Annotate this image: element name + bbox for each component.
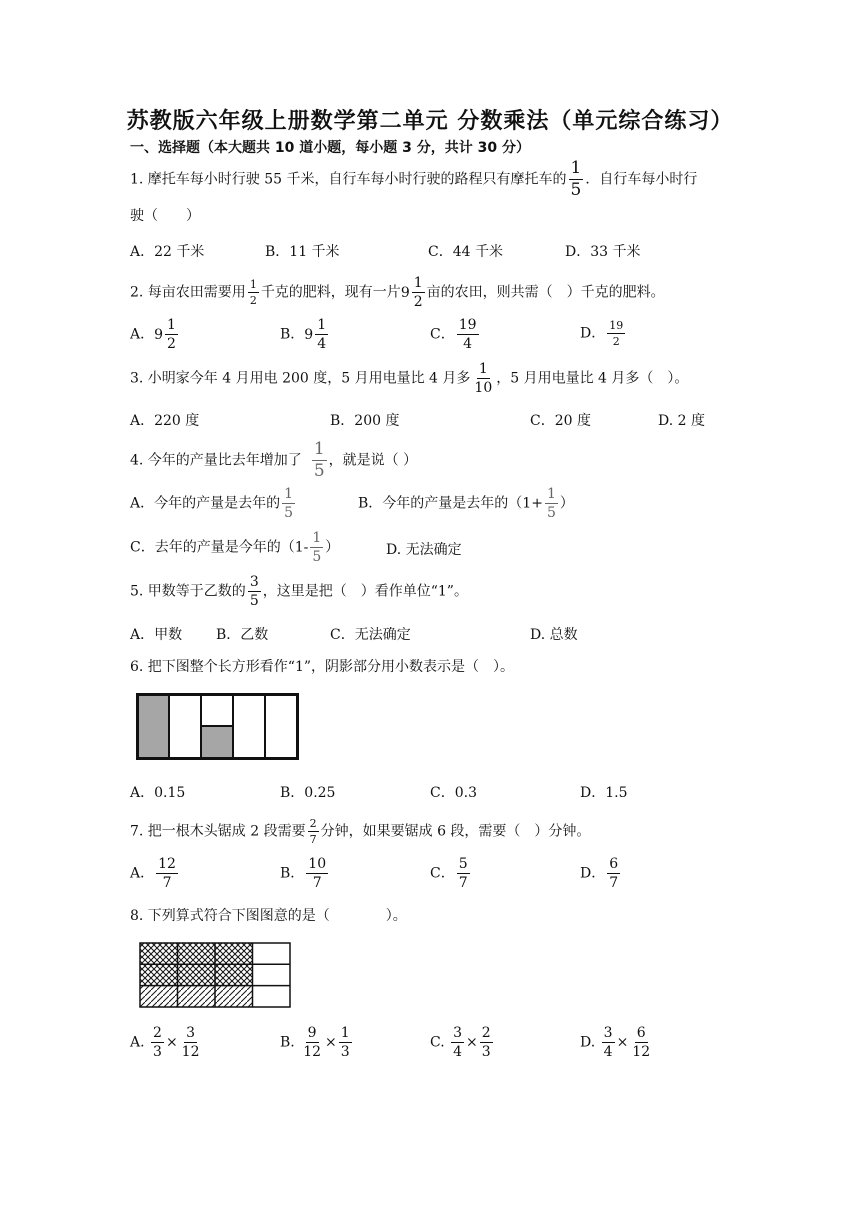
q2-option-a-value — [154, 318, 180, 351]
q1-text: 1. 摩托车每小时行驶 55 千米，自行车每小时行驶的路程只有摩托车的 — [130, 171, 567, 188]
q7-option-a[interactable] — [130, 857, 180, 890]
q1-line2: 驶（ ） — [130, 208, 200, 224]
q3-option-a[interactable]: A．220 度 — [130, 413, 200, 429]
q7-fraction-denominator: 7 — [309, 833, 317, 846]
q4-option-a-text: A．今年的产量是去年的 — [130, 495, 281, 512]
section-heading: 一、选择题（本大题共 10 道小题，每小题 3 分，共计 30 分） — [130, 140, 530, 156]
q2-option-b-denominator: 4 — [317, 336, 327, 352]
q8-option-d-numerator-1: 3 — [603, 1025, 613, 1041]
q5-text: 5. 甲数等于乙数的 — [130, 583, 246, 600]
q2-option-c-numerator: 19 — [458, 317, 477, 333]
q4-option-a-numerator: 1 — [284, 486, 294, 502]
q7-option-b-label: B． — [280, 865, 305, 882]
q7-option-d-numerator: 6 — [609, 856, 619, 872]
q4-option-a-fraction — [282, 487, 295, 520]
q8-option-a-numerator-2: 3 — [186, 1025, 196, 1041]
q4-option-a[interactable] — [130, 487, 297, 520]
q1-fraction-numerator: 1 — [570, 158, 582, 178]
q6-option-b[interactable]: B．0.25 — [280, 785, 336, 801]
question-4 — [130, 441, 417, 480]
q8-option-a-label: A. — [130, 1034, 145, 1051]
q4-option-d[interactable]: D. 无法确定 — [386, 542, 462, 558]
q3-option-c[interactable]: C．20 度 — [530, 413, 591, 429]
q1-option-d[interactable]: D．33 千米 — [565, 244, 641, 260]
q7-fraction — [308, 818, 319, 845]
q7-option-d-denominator: 7 — [609, 875, 619, 891]
q4-text-post: ，就是说（ ） — [328, 452, 418, 469]
q8-option-a-fraction-2 — [180, 1026, 202, 1059]
q5-text-post: ，这里是把（ ）看作单位“1”。 — [262, 583, 468, 600]
q4-text: 4. 今年的产量比去年增加了 — [130, 452, 302, 469]
q5-fraction-denominator: 5 — [249, 593, 259, 609]
q3-fraction — [472, 362, 494, 395]
q5-fraction — [248, 575, 261, 608]
q4-fraction — [312, 441, 327, 480]
q2-mixed-denominator: 2 — [413, 294, 423, 310]
q1-option-a[interactable]: A．22 千米 — [130, 244, 205, 260]
q8-option-b-fraction-1 — [301, 1026, 323, 1059]
q8-option-c[interactable] — [430, 1026, 495, 1059]
q1-fraction-denominator: 5 — [570, 180, 582, 200]
q2-option-c[interactable] — [430, 318, 481, 351]
q7-option-d[interactable] — [580, 857, 622, 890]
q8-option-b-numerator-1: 9 — [307, 1025, 317, 1041]
q8-grid-figure — [139, 942, 291, 1010]
q8-option-a[interactable] — [130, 1026, 204, 1059]
q2-option-a-denominator: 2 — [167, 336, 176, 352]
q5-option-c[interactable]: C．无法确定 — [330, 627, 411, 643]
q3-text: 3. 小明家今年 4 月用电 200 度，5 月用电量比 4 月多 — [130, 370, 471, 387]
q2-option-a-fraction — [165, 318, 178, 351]
q1-fraction — [569, 160, 584, 199]
q1-option-c[interactable]: C．44 千米 — [428, 244, 503, 260]
q7-option-b-numerator: 10 — [308, 856, 327, 872]
q7-text-post: 分钟，如果要锯成 6 段，需要（ ）分钟。 — [320, 823, 591, 840]
q2-option-a[interactable] — [130, 318, 180, 351]
q2-option-b[interactable] — [280, 318, 330, 351]
q2-text-mid: 千克的肥料，现有一片 — [260, 284, 401, 301]
q7-option-b[interactable] — [280, 857, 330, 890]
q4-option-c-denominator: 5 — [312, 549, 322, 565]
q8-option-b-denominator-1: 12 — [303, 1044, 322, 1060]
q7-option-c-denominator: 7 — [458, 875, 468, 891]
q7-fraction-numerator: 2 — [309, 817, 317, 830]
q8-option-b-denominator-2: 3 — [340, 1044, 350, 1060]
q7-option-a-label: A． — [130, 865, 155, 882]
q5-option-d[interactable]: D. 总数 — [530, 627, 578, 643]
q2-fraction — [248, 279, 259, 306]
q2-option-c-label: C． — [430, 326, 455, 343]
q4-option-a-denominator: 5 — [284, 505, 294, 521]
q4-option-c-text: C．去年的产量是今年的（1- — [130, 539, 309, 556]
q7-option-c-numerator: 5 — [458, 856, 468, 872]
q6-shaded-half-cell — [202, 727, 232, 757]
q8-option-b[interactable] — [280, 1026, 354, 1059]
q2-option-c-denominator: 4 — [463, 336, 473, 352]
q4-fraction-numerator: 1 — [313, 439, 325, 459]
q3-text-post: ，5 月用电量比 4 月多（ ）。 — [496, 370, 689, 387]
q2-option-b-fraction — [315, 318, 328, 351]
question-1 — [130, 160, 697, 199]
q2-option-c-fraction — [457, 318, 479, 351]
q2-option-a-label: A． — [130, 326, 155, 343]
q7-option-c-label: C． — [430, 865, 455, 882]
q4-option-b-post: ） — [559, 495, 574, 512]
q3-option-b[interactable]: B．200 度 — [330, 413, 400, 429]
q4-option-b-text: B．今年的产量是去年的（1+ — [358, 495, 543, 512]
q3-option-d[interactable]: D. 2 度 — [658, 413, 705, 429]
question-2 — [130, 276, 665, 309]
q2-option-d[interactable] — [580, 320, 627, 347]
q2-fraction-numerator: 1 — [249, 278, 257, 291]
q2-mixed-number — [401, 276, 427, 309]
q2-text: 2. 每亩农田需要用 — [130, 284, 246, 301]
question-5 — [130, 575, 468, 608]
q2-text-post: 亩的农田，则共需（ ）千克的肥料。 — [426, 284, 665, 301]
q8-option-c-denominator-1: 4 — [453, 1044, 463, 1060]
q4-option-b-denominator: 5 — [546, 505, 556, 521]
q8-option-b-label: B. — [280, 1034, 295, 1051]
q7-option-c[interactable] — [430, 857, 472, 890]
q8-option-a-fraction-1 — [151, 1026, 164, 1059]
q7-option-d-fraction — [607, 857, 620, 890]
question-6: 6. 把下图整个长方形看作“1”，阴影部分用小数表示是（ ）。 — [130, 659, 515, 675]
q4-option-c-numerator: 1 — [312, 530, 322, 546]
q7-option-a-fraction — [156, 857, 178, 890]
q2-option-d-fraction — [607, 320, 625, 347]
q8-option-c-numerator-1: 3 — [453, 1025, 463, 1041]
q7-text: 7. 把一根木头锯成 2 段需要 — [130, 823, 306, 840]
q6-option-d[interactable]: D．1.5 — [580, 785, 628, 801]
q8-times-sign: × — [325, 1034, 337, 1051]
q4-option-b-fraction — [545, 487, 558, 520]
q7-option-c-fraction — [457, 857, 470, 890]
q8-option-d-fraction-1 — [602, 1026, 615, 1059]
q8-option-c-numerator-2: 2 — [481, 1025, 491, 1041]
q2-mixed-numerator: 1 — [413, 275, 423, 291]
q8-option-a-numerator-1: 2 — [153, 1025, 162, 1041]
q6-option-a[interactable]: A．0.15 — [130, 785, 186, 801]
q8-option-b-fraction-2 — [339, 1026, 352, 1059]
q5-option-a[interactable]: A．甲数 — [130, 627, 183, 643]
q2-mixed-whole: 9 — [400, 284, 410, 301]
q8-option-d-denominator-2: 12 — [632, 1044, 651, 1060]
q2-option-b-value — [304, 318, 330, 351]
q4-option-b[interactable] — [358, 487, 574, 520]
q4-option-c-post: ） — [325, 539, 340, 556]
q2-option-d-numerator: 19 — [609, 319, 624, 332]
question-7 — [130, 818, 590, 845]
q2-option-b-label: B． — [280, 326, 305, 343]
q8-option-d-denominator-1: 4 — [603, 1044, 613, 1060]
q8-option-c-fraction-1 — [451, 1026, 464, 1059]
q8-option-c-label: C. — [430, 1034, 445, 1051]
q2-option-b-numerator: 1 — [317, 317, 327, 333]
q8-option-c-denominator-2: 3 — [481, 1044, 491, 1060]
q7-option-d-label: D． — [580, 865, 606, 882]
q7-option-a-denominator: 7 — [162, 875, 172, 891]
q8-option-c-fraction-2 — [480, 1026, 493, 1059]
q6-rectangle-figure — [136, 693, 300, 761]
q8-option-a-denominator-1: 3 — [153, 1044, 162, 1060]
q2-fraction-denominator: 2 — [249, 294, 257, 307]
q2-option-a-whole: 9 — [154, 326, 164, 343]
q6-shaded-column — [139, 696, 169, 757]
q2-option-a-numerator: 1 — [167, 317, 176, 333]
q5-fraction-numerator: 3 — [249, 574, 259, 590]
q4-option-c-fraction — [310, 531, 323, 564]
q2-mixed-fraction — [412, 276, 425, 309]
q7-option-a-numerator: 12 — [158, 856, 176, 872]
q4-fraction-denominator: 5 — [313, 461, 325, 481]
q6-option-c[interactable]: C．0.3 — [430, 785, 477, 801]
q8-option-d[interactable] — [580, 1026, 654, 1059]
q5-option-b[interactable]: B．乙数 — [216, 627, 269, 643]
q8-times-sign: × — [165, 1034, 178, 1051]
q3-fraction-denominator: 10 — [474, 380, 493, 396]
q8-option-a-denominator-2: 12 — [181, 1044, 200, 1060]
page-title: 苏教版六年级上册数学第二单元 分数乘法（单元综合练习） — [126, 109, 734, 134]
q8-option-d-fraction-2 — [630, 1026, 652, 1059]
q8-times-sign: × — [466, 1034, 478, 1051]
q1-text-post: ．自行车每小时行 — [585, 171, 698, 188]
q7-option-b-fraction — [306, 857, 328, 890]
question-3 — [130, 362, 688, 395]
q2-option-b-whole: 9 — [304, 326, 314, 343]
q4-option-b-numerator: 1 — [546, 486, 556, 502]
q1-option-b[interactable]: B．11 千米 — [265, 244, 340, 260]
q8-option-b-numerator-2: 1 — [340, 1025, 350, 1041]
q4-option-c[interactable] — [130, 531, 339, 564]
q2-option-d-label: D． — [580, 325, 606, 342]
question-8: 8. 下列算式符合下图图意的是（ ）。 — [130, 908, 407, 924]
q8-option-d-numerator-2: 6 — [636, 1025, 646, 1041]
q2-option-d-denominator: 2 — [612, 335, 620, 348]
q7-option-b-denominator: 7 — [312, 875, 322, 891]
q3-fraction-numerator: 1 — [478, 361, 488, 377]
q8-times-sign: × — [616, 1034, 629, 1051]
q8-option-d-label: D. — [580, 1034, 596, 1051]
